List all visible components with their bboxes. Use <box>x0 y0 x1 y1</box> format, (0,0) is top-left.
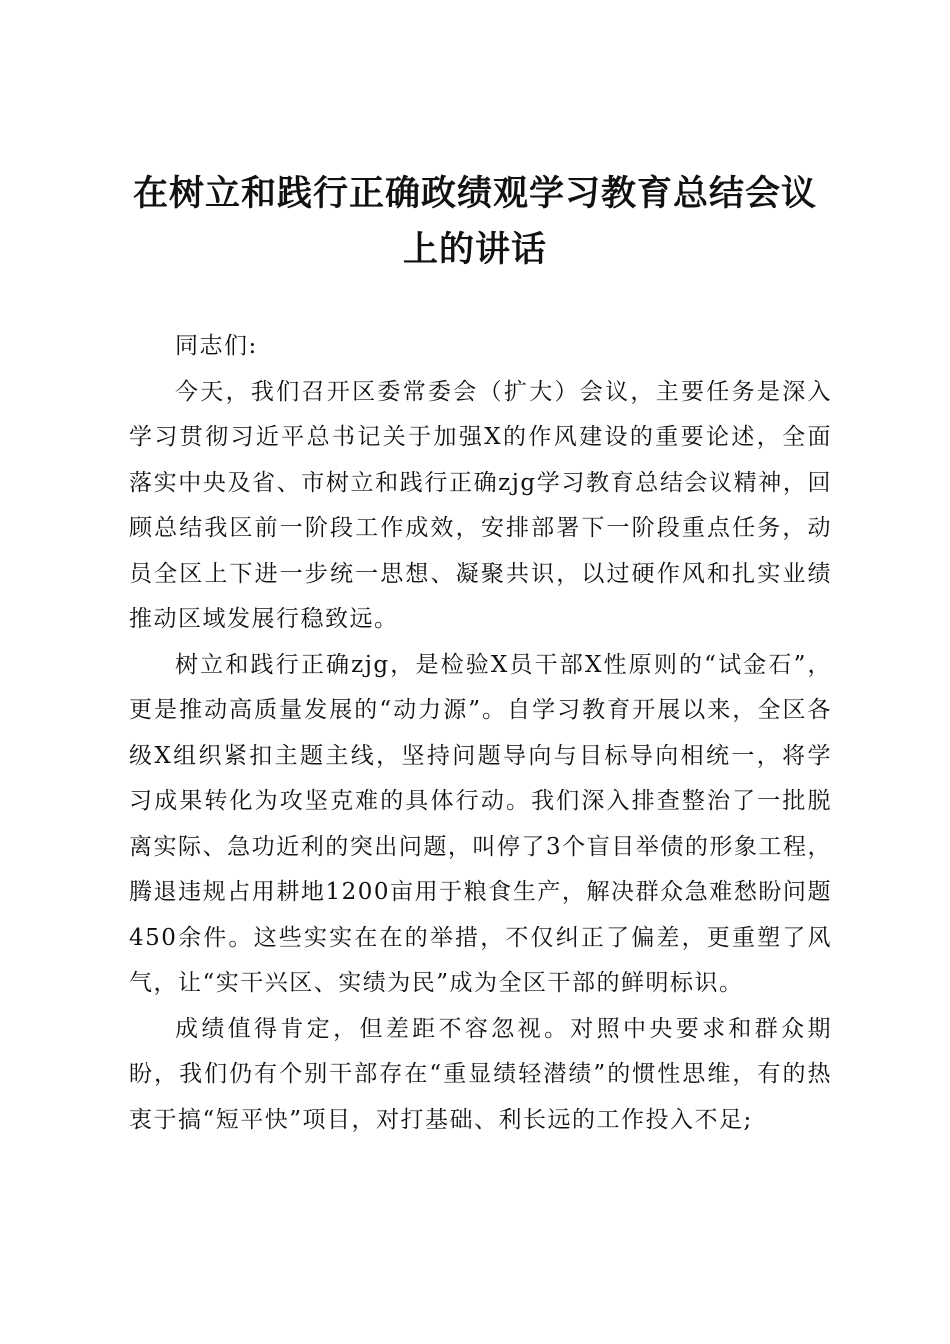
paragraph-1: 今天，我们召开区委常委会（扩大）会议，主要任务是深入学习贯彻习近平总书记关于加强X的作风建设的重要论述，全面落实中央及省、市树立和践行正确zjg学习教育总结会议精神，回顾总结我区前一阶段工作成效，安排部署下一阶段重点任务，动员全区上下进一步统一思想、凝聚共识，以过硬作风和扎实业绩推动区域发展行稳致远。 <box>129 378 832 632</box>
document-title: 在树立和践行正确政绩观学习教育总结会议上的讲话 <box>132 173 817 270</box>
paragraph-2: 树立和践行正确zjg，是检验X员干部X性原则的“试金石”，更是推动高质量发展的“动力源”。自学习教育开展以来，全区各级X组织紧扣主题主线，坚持问题导向与目标导向相统一，将学习成果转化为攻坚克难的具体行动。我们深入排查整治了一批脱离实际、急功近利的突出问题，叫停了3个盲目举债的形象工程，腾退违规占用耕地1200亩用于粮食生产，解决群众急难愁盼问题450余件。这些实实在在的举措，不仅纠正了偏差，更重塑了风气，让“实干兴区、实绩为民”成为全区干部的鲜明标识。 <box>129 651 832 996</box>
document-body <box>129 324 832 1143</box>
paragraph-3: 成绩值得肯定，但差距不容忽视。对照中央要求和群众期盼，我们仍有个别干部存在“重显绩轻潜绩”的惯性思维，有的热衷于搞“短平快”项目，对打基础、利长远的工作投入不足; <box>129 1015 832 1133</box>
greeting: 同志们: <box>175 333 258 359</box>
